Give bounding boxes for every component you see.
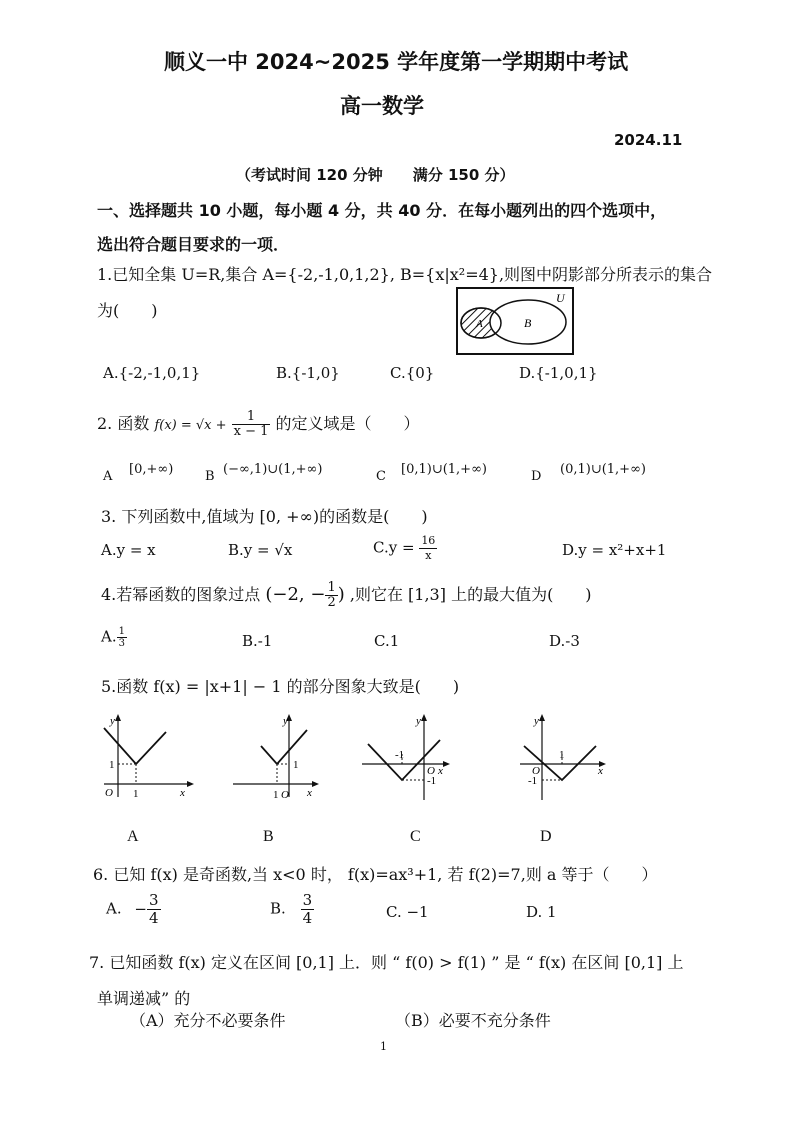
venn-diagram <box>456 287 574 355</box>
graph-a-tick-x: 1 <box>133 788 139 800</box>
question-2-option-c-value: [0,1)∪(1,+∞) <box>401 462 487 477</box>
section-heading-line2: 选出符合题目要求的一项． <box>97 235 290 254</box>
question-6-option-b-num: 3 <box>302 891 313 909</box>
question-7-stem: 7. 已知函数 f(x) 定义在区间 [0,1] 上．则 “ f(0) > f(1) ” 是 “ f(x) 在区间 [0,1] 上 <box>89 953 684 972</box>
question-2-fraction <box>232 410 271 439</box>
section-heading-line1: 一、选择题共 10 小题，每小题 4 分，共 40 分．在每小题列出的四个选项中， <box>97 201 667 220</box>
graph-a <box>100 712 200 802</box>
graph-c-tick-y: -1 <box>427 775 437 787</box>
venn-label-a: A <box>476 318 483 330</box>
graph-a-label: A <box>127 828 139 845</box>
question-4-stem-b: ,则它在 [1,3] 上的最大值为( ) <box>349 585 592 604</box>
graph-d-tick-x: 1 <box>559 749 565 761</box>
question-7-stem-2: 单调递减” 的 <box>97 989 191 1008</box>
question-1-option-a: A.{-2,-1,0,1} <box>103 364 201 382</box>
question-3-option-d: D.y = x²+x+1 <box>562 541 667 559</box>
graph-b-origin: O <box>281 789 289 801</box>
exam-info: （考试时间 120 分钟 满分 150 分） <box>236 166 515 184</box>
question-2-option-a-value: [0,+∞) <box>129 462 174 477</box>
graph-b-label: B <box>263 828 274 845</box>
question-4-point-close: ) <box>337 584 345 605</box>
graph-c <box>360 712 460 802</box>
graph-d-y-label: y <box>534 715 539 727</box>
exam-date: 2024.11 <box>614 131 683 149</box>
question-2-option-b-value: (−∞,1)∪(1,+∞) <box>223 462 323 477</box>
question-2-option-d-letter: D <box>531 469 542 484</box>
question-3-option-b: B.y = √x <box>228 541 293 559</box>
graph-b-tick-y: 1 <box>293 759 299 771</box>
graph-d <box>518 712 618 802</box>
question-6-option-a-sign: − <box>134 899 147 918</box>
question-6-option-b <box>270 892 314 927</box>
graph-c-tick-x: -1 <box>395 749 405 761</box>
question-2-suffix: 的定义域是（ ） <box>275 414 420 433</box>
question-4-stem <box>101 581 592 610</box>
question-2-option-d-value: (0,1)∪(1,+∞) <box>560 462 646 477</box>
question-3-option-c-label: C.y = <box>373 538 415 557</box>
question-4-option-d: D.-3 <box>549 632 580 650</box>
question-6-option-b-label: B. <box>270 899 286 918</box>
question-2-prefix: 2. 函数 <box>97 414 150 433</box>
question-2-frac-num: 1 <box>232 410 271 425</box>
graph-c-origin: O <box>427 765 435 777</box>
question-4-option-a-num: 1 <box>118 626 125 637</box>
question-4-option-a-den: 3 <box>118 638 125 649</box>
graph-d-tick-y: -1 <box>528 775 538 787</box>
question-2-option-a-letter: A <box>103 469 113 484</box>
question-1-stem-2: 为( ) <box>97 301 158 320</box>
question-4-option-a-fraction <box>117 626 127 649</box>
question-3-option-c <box>373 534 437 563</box>
graph-a-y-label: y <box>110 715 115 727</box>
question-6-option-a-num: 3 <box>148 891 159 909</box>
graph-d-x-label: x <box>598 765 603 777</box>
question-6-option-a <box>106 892 161 927</box>
question-1-option-c: C.{0} <box>390 364 435 382</box>
graph-b <box>229 712 329 802</box>
page-number: 1 <box>380 1040 387 1053</box>
question-4-option-b: B.-1 <box>242 632 273 650</box>
subject-title: 高一数学 <box>340 94 424 118</box>
graph-c-y-label: y <box>416 715 421 727</box>
venn-label-b: B <box>524 316 532 330</box>
graph-d-label: D <box>540 828 552 845</box>
question-6-option-a-label: A. <box>106 899 122 918</box>
question-4-point-fraction <box>325 581 337 610</box>
question-4-point-num: 1 <box>327 580 336 595</box>
graph-b-x-label: x <box>307 787 312 799</box>
graph-c-label: C <box>410 828 421 845</box>
question-4-option-a <box>101 626 127 649</box>
question-1-option-d: D.{-1,0,1} <box>519 364 598 382</box>
graph-a-x-label: x <box>180 787 185 799</box>
question-3-option-a: A.y = x <box>101 541 156 559</box>
question-4-option-c: C.1 <box>374 632 400 650</box>
question-3-option-c-num: 16 <box>421 534 436 547</box>
question-6-option-b-den: 4 <box>302 909 313 927</box>
question-6-option-a-den: 4 <box>148 909 159 927</box>
graph-b-y-label: y <box>283 715 288 727</box>
question-7-option-a: （A）充分不必要条件 <box>130 1011 286 1030</box>
venn-label-u: U <box>556 291 565 305</box>
question-2-option-b-letter: B <box>205 469 215 484</box>
question-1-stem: 1.已知全集 U=R,集合 A={-2,-1,0,1,2}, B={x|x²=4},则图中阴影部分所表示的集合 <box>97 265 713 284</box>
question-3-stem: 3. 下列函数中,值域为 [0, +∞)的函数是( ) <box>101 507 428 526</box>
question-6-option-d: D. 1 <box>526 903 557 921</box>
graph-c-x-label: x <box>438 765 443 777</box>
question-2-frac-den: x − 1 <box>233 424 269 439</box>
question-3-option-c-fraction <box>419 534 437 563</box>
question-2-func: f(x) = √x + <box>154 418 227 433</box>
question-6-option-c: C. −1 <box>386 903 429 921</box>
question-4-stem-a: 4.若幂函数的图象过点 <box>101 585 261 604</box>
exam-title: 顺义一中 2024~2025 学年度第一学期期中考试 <box>164 50 629 74</box>
question-4-point: (−2, − <box>265 584 326 605</box>
question-5-stem: 5.函数 f(x) = |x+1| − 1 的部分图象大致是( ) <box>101 677 460 696</box>
graph-a-origin: O <box>105 787 113 799</box>
question-4-point-den: 2 <box>327 595 336 610</box>
question-6-stem: 6. 已知 f(x) 是奇函数,当 x<0 时， f(x)=ax³+1, 若 f(2)=7,则 a 等于（ ） <box>93 865 658 884</box>
graph-d-origin: O <box>532 765 540 777</box>
question-6-option-a-fraction <box>147 892 161 927</box>
question-6-option-b-fraction <box>301 892 315 927</box>
question-3-option-c-den: x <box>425 549 432 562</box>
question-1-option-b: B.{-1,0} <box>276 364 340 382</box>
question-7-option-b: （B）必要不充分条件 <box>395 1011 551 1030</box>
graph-a-tick-y: 1 <box>109 759 115 771</box>
question-2-option-c-letter: C <box>376 469 386 484</box>
graph-b-tick-x: 1 <box>273 789 279 801</box>
question-4-option-a-label: A. <box>101 627 117 646</box>
question-2-stem <box>97 410 420 439</box>
